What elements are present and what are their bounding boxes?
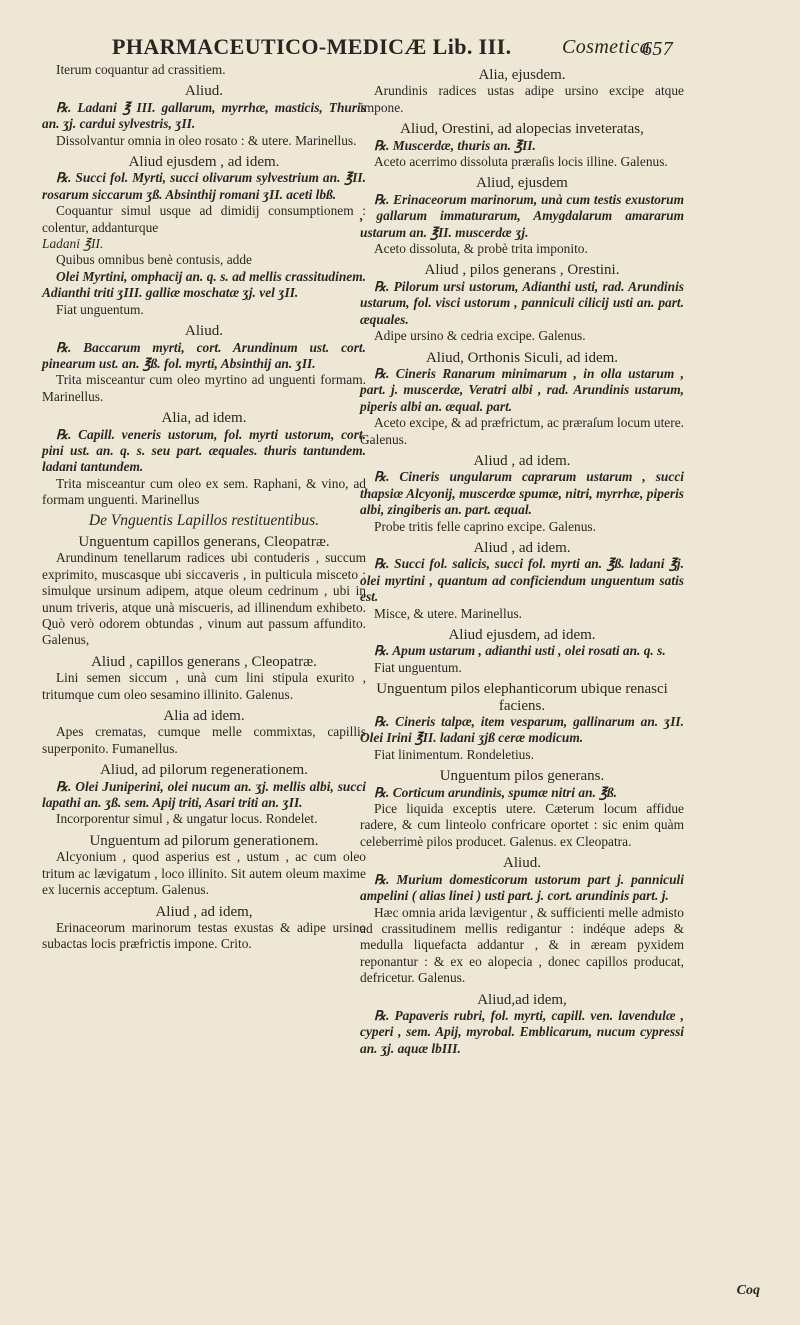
recipe-heading: Aliud, Orestini, ad alopecias inveteratas, <box>400 121 644 138</box>
recipe-ingredients: ℞. Succi fol. Myrti, succi olivarum sylvestrium an. ℥II. rosarum siccarum ʒß. Absinthij romani ʒII. aceti lbß. <box>42 170 366 202</box>
recipe-heading: Alia, ad idem. <box>161 410 247 427</box>
paragraph: Fiat unguentum. <box>374 659 462 675</box>
paragraph: Adipe ursino & cedria excipe. Galenus. <box>374 328 586 344</box>
recipe-ingredients: Olei Myrtini, omphacij an. q. s. ad mellis crassitudinem. Adianthi triti ʒIII. galliæ moschatæ ʒj. vel ʒII. <box>42 268 366 301</box>
ingredient-line: Ladani ℥II. <box>42 236 104 252</box>
paragraph: Dissolvantur omnia in oleo rosato : & utere. Marinellus. <box>56 132 357 148</box>
recipe-ingredients: ℞. Cineris ungularum caprarum ustarum , succi thapsiæ Alcyonij, muscerdæ spumæ, nitri, myrrhæ, piperis albi, zingiberis an. part. æqual. <box>360 469 684 518</box>
recipe-ingredients: ℞. Murium domesticorum ustorum part j. panniculi ampelini ( alias linei ) usti part. j. cort. arundinis part. j. <box>360 871 684 904</box>
recipe-heading: Aliud. <box>503 855 541 872</box>
recipe-ingredients: ℞. Ladani ℥ III. gallarum, myrrhæ, masticis, Thuris an. ʒj. cardui sylvestris, ʒII. <box>42 99 366 132</box>
paragraph: Apes crematas, cumque melle commixtas, capillis superponito. Fumanellus. <box>42 724 366 756</box>
recipe-ingredients: ℞. Muscerdæ, thuris an. ℥II. <box>374 137 536 153</box>
paragraph: Trita misceantur cum oleo myrtino ad unguenti formam. Marinellus. <box>42 372 366 404</box>
paragraph: Pice liquida exceptis utere. Cæterum locum affidue radere, & cum linteolo confricare oportet : sic enim quàm celeberrimè pilos producet. Galenus. ex Cleopatra. <box>360 801 684 849</box>
paragraph: Arundinum tenellarum radices ubi contuderis , succum exprimito, muscasque ubi siccaveris , in pulticula misceto : simulque ursinum adipem, atque oleum cedrinum , ubi in unum triveris, atque unà miscueris, ad illinendum exhibeto. Quò verò odorem obtundas , vinum aut passum affundito. Galenus, <box>42 550 366 648</box>
recipe-ingredients: ℞. Corticum arundinis, spumæ nitri an. ℥ß. <box>374 784 617 800</box>
recipe-heading: Aliud, ad pilorum regenerationem. <box>100 762 308 779</box>
catchword: Coq <box>736 1283 760 1298</box>
recipe-heading: Unguentum capillos generans, Cleopatræ. <box>78 533 330 550</box>
page-number: 657 <box>642 38 674 60</box>
recipe-heading: Aliud, ejusdem <box>476 175 568 192</box>
recipe-heading: Aliud , ad idem. <box>473 539 571 556</box>
paragraph: Aceto dissoluta, & probè trita imponito. <box>374 241 588 257</box>
paragraph: Hæc omnia arida lævigentur , & sufficienti melle admisto ad crassitudinem mellis redigantur : indéque adeps & medulla liquefacta addantur , & in æream pyxidem reponantur : & ex eo alopecia , donec capillos producat, defricetur. Galenus. <box>360 904 684 986</box>
paragraph: Alcyonium , quod asperius est , ustum , ac cum oleo tritum ac lævigatum , loco illinito. Sit autem oleum maxime ex lucernis acceptum. Galenus. <box>42 849 366 898</box>
paragraph: Iterum coquantur ad crassitiem. <box>56 62 226 77</box>
recipe-ingredients: ℞. Erinaceorum marinorum, unà cum testis exustorum , gallarum immaturarum, Amygdalarum amararum ustarum an. ℥II. muscerdæ ʒj. <box>360 191 684 240</box>
recipe-heading: Alia ad idem. <box>163 708 245 725</box>
recipe-heading: Unguentum pilos generans. <box>439 768 605 785</box>
header-section: Cosmetica <box>562 36 651 58</box>
header-title: PHARMACEUTICO-MEDICÆ Lib. III. <box>112 34 512 59</box>
recipe-heading: Aliud , ad idem. <box>473 452 571 469</box>
recipe-heading: Aliud, Orthonis Siculi, ad idem. <box>425 349 619 366</box>
recipe-ingredients: ℞. Capill. veneris ustorum, fol. myrti ustorum, cort. pini ust. an. q. s. seu part. æquales. thuris tantundem. ladani tantundem. <box>42 426 366 475</box>
running-header <box>112 34 672 60</box>
recipe-heading: Aliud ejusdem, ad idem. <box>448 627 596 643</box>
recipe-ingredients: ℞. Baccarum myrti, cort. Arundinum ust. cort. pinearum ust. an. ℥ß. fol. myrti, Absinthij an. ʒII. <box>42 339 366 371</box>
paragraph: Aceto excipe, & ad præfrictum, ac præraſum locum utere. Galenus. <box>360 415 684 447</box>
paragraph: Trita misceantur cum oleo ex sem. Raphani, & vino, ad formam unguenti. Marinellus <box>42 475 366 508</box>
recipe-ingredients: ℞. Cineris Ranarum minimarum , in olla ustarum , part. j. muscerdæ, Veratri albi , rad. Arundinis ustarum, piperis albi an. æqual. part. <box>360 365 684 414</box>
recipe-heading: Aliud,ad idem, <box>477 991 567 1008</box>
paragraph: Fiat unguentum. <box>56 301 144 317</box>
left-column <box>42 62 366 953</box>
recipe-heading: Aliud ejusdem , ad idem. <box>128 154 280 171</box>
paragraph: Coquantur simul usque ad dimidij consumptionem : colentur, addanturque <box>42 203 366 235</box>
right-column <box>360 62 684 1057</box>
recipe-ingredients: ℞. Succi fol. salicis, succi fol. myrti an. ℥ß. ladani ℥j. olei myrtini , quantum ad conficiendum unguentum satis est. <box>360 556 684 605</box>
recipe-ingredients: ℞. Apum ustarum , adianthi usti , olei rosati an. q. s. <box>374 643 666 659</box>
recipe-ingredients: ℞. Pilorum ursi ustorum, Adianthi usti, rad. Arundinis ustarum, fol. visci ustorum , panniculi cilicij usti an. part. æquales. <box>360 278 684 327</box>
recipe-heading: Alia, ejusdem. <box>478 67 566 83</box>
paragraph: Erinaceorum marinorum testas exustas & adipe ursino subactas locis præfrictis impone. Crito. <box>42 919 366 952</box>
recipe-heading: Aliud , ad idem, <box>155 903 253 920</box>
recipe-heading: Unguentum pilos elephanticorum ubique renasci faciens. <box>376 681 668 714</box>
recipe-heading: Unguentum ad pilorum generationem. <box>89 832 319 849</box>
paragraph: Incorporentur simul , & ungatur locus. Rondelet. <box>56 811 318 827</box>
recipe-ingredients: ℞. Cineris talpæ, item vesparum, gallinarum an. ʒII. Olei Irini ℥II. ladani ʒjß ceræ modicum. <box>360 714 684 746</box>
recipe-heading: Aliud. <box>185 83 223 100</box>
paragraph: Probe tritis felle caprino excipe. Galenus. <box>374 518 596 534</box>
paragraph: Arundinis radices ustas adipe ursino excipe atque impone. <box>360 83 684 115</box>
recipe-heading: Aliud , pilos generans , Orestini. <box>424 262 620 279</box>
paragraph: Misce, & utere. Marinellus. <box>374 605 523 621</box>
recipe-heading: Aliud. <box>185 323 223 340</box>
section-title: De Vnguentis Lapillos restituentibus. <box>88 511 320 529</box>
paragraph: Aceto acerrimo dissoluta præraſis locis illine. Galenus. <box>374 154 668 170</box>
paragraph: Lini semen siccum , unà cum lini stipula exurito , tritumque cum oleo sesamino illinito. Galenus. <box>42 670 366 702</box>
recipe-ingredients: ℞. Olei Juniperini, olei nucum an. ʒj. mellis albi, succi lapathi an. ʒß. sem. Apij triti, Asari triti an. ʒII. <box>42 778 366 811</box>
recipe-ingredients: ℞. Papaveris rubri, fol. myrti, capill. ven. lavendulæ , cyperi , sem. Apij, myrobal. Emblicarum, nucum cypressi an. ʒj. aquæ lbIII. <box>360 1007 684 1056</box>
paragraph: Quibus omnibus benè contusis, adde <box>56 252 253 268</box>
paragraph: Fiat linimentum. Rondeletius. <box>374 746 534 762</box>
recipe-heading: Aliud , capillos generans , Cleopatræ. <box>91 653 317 670</box>
